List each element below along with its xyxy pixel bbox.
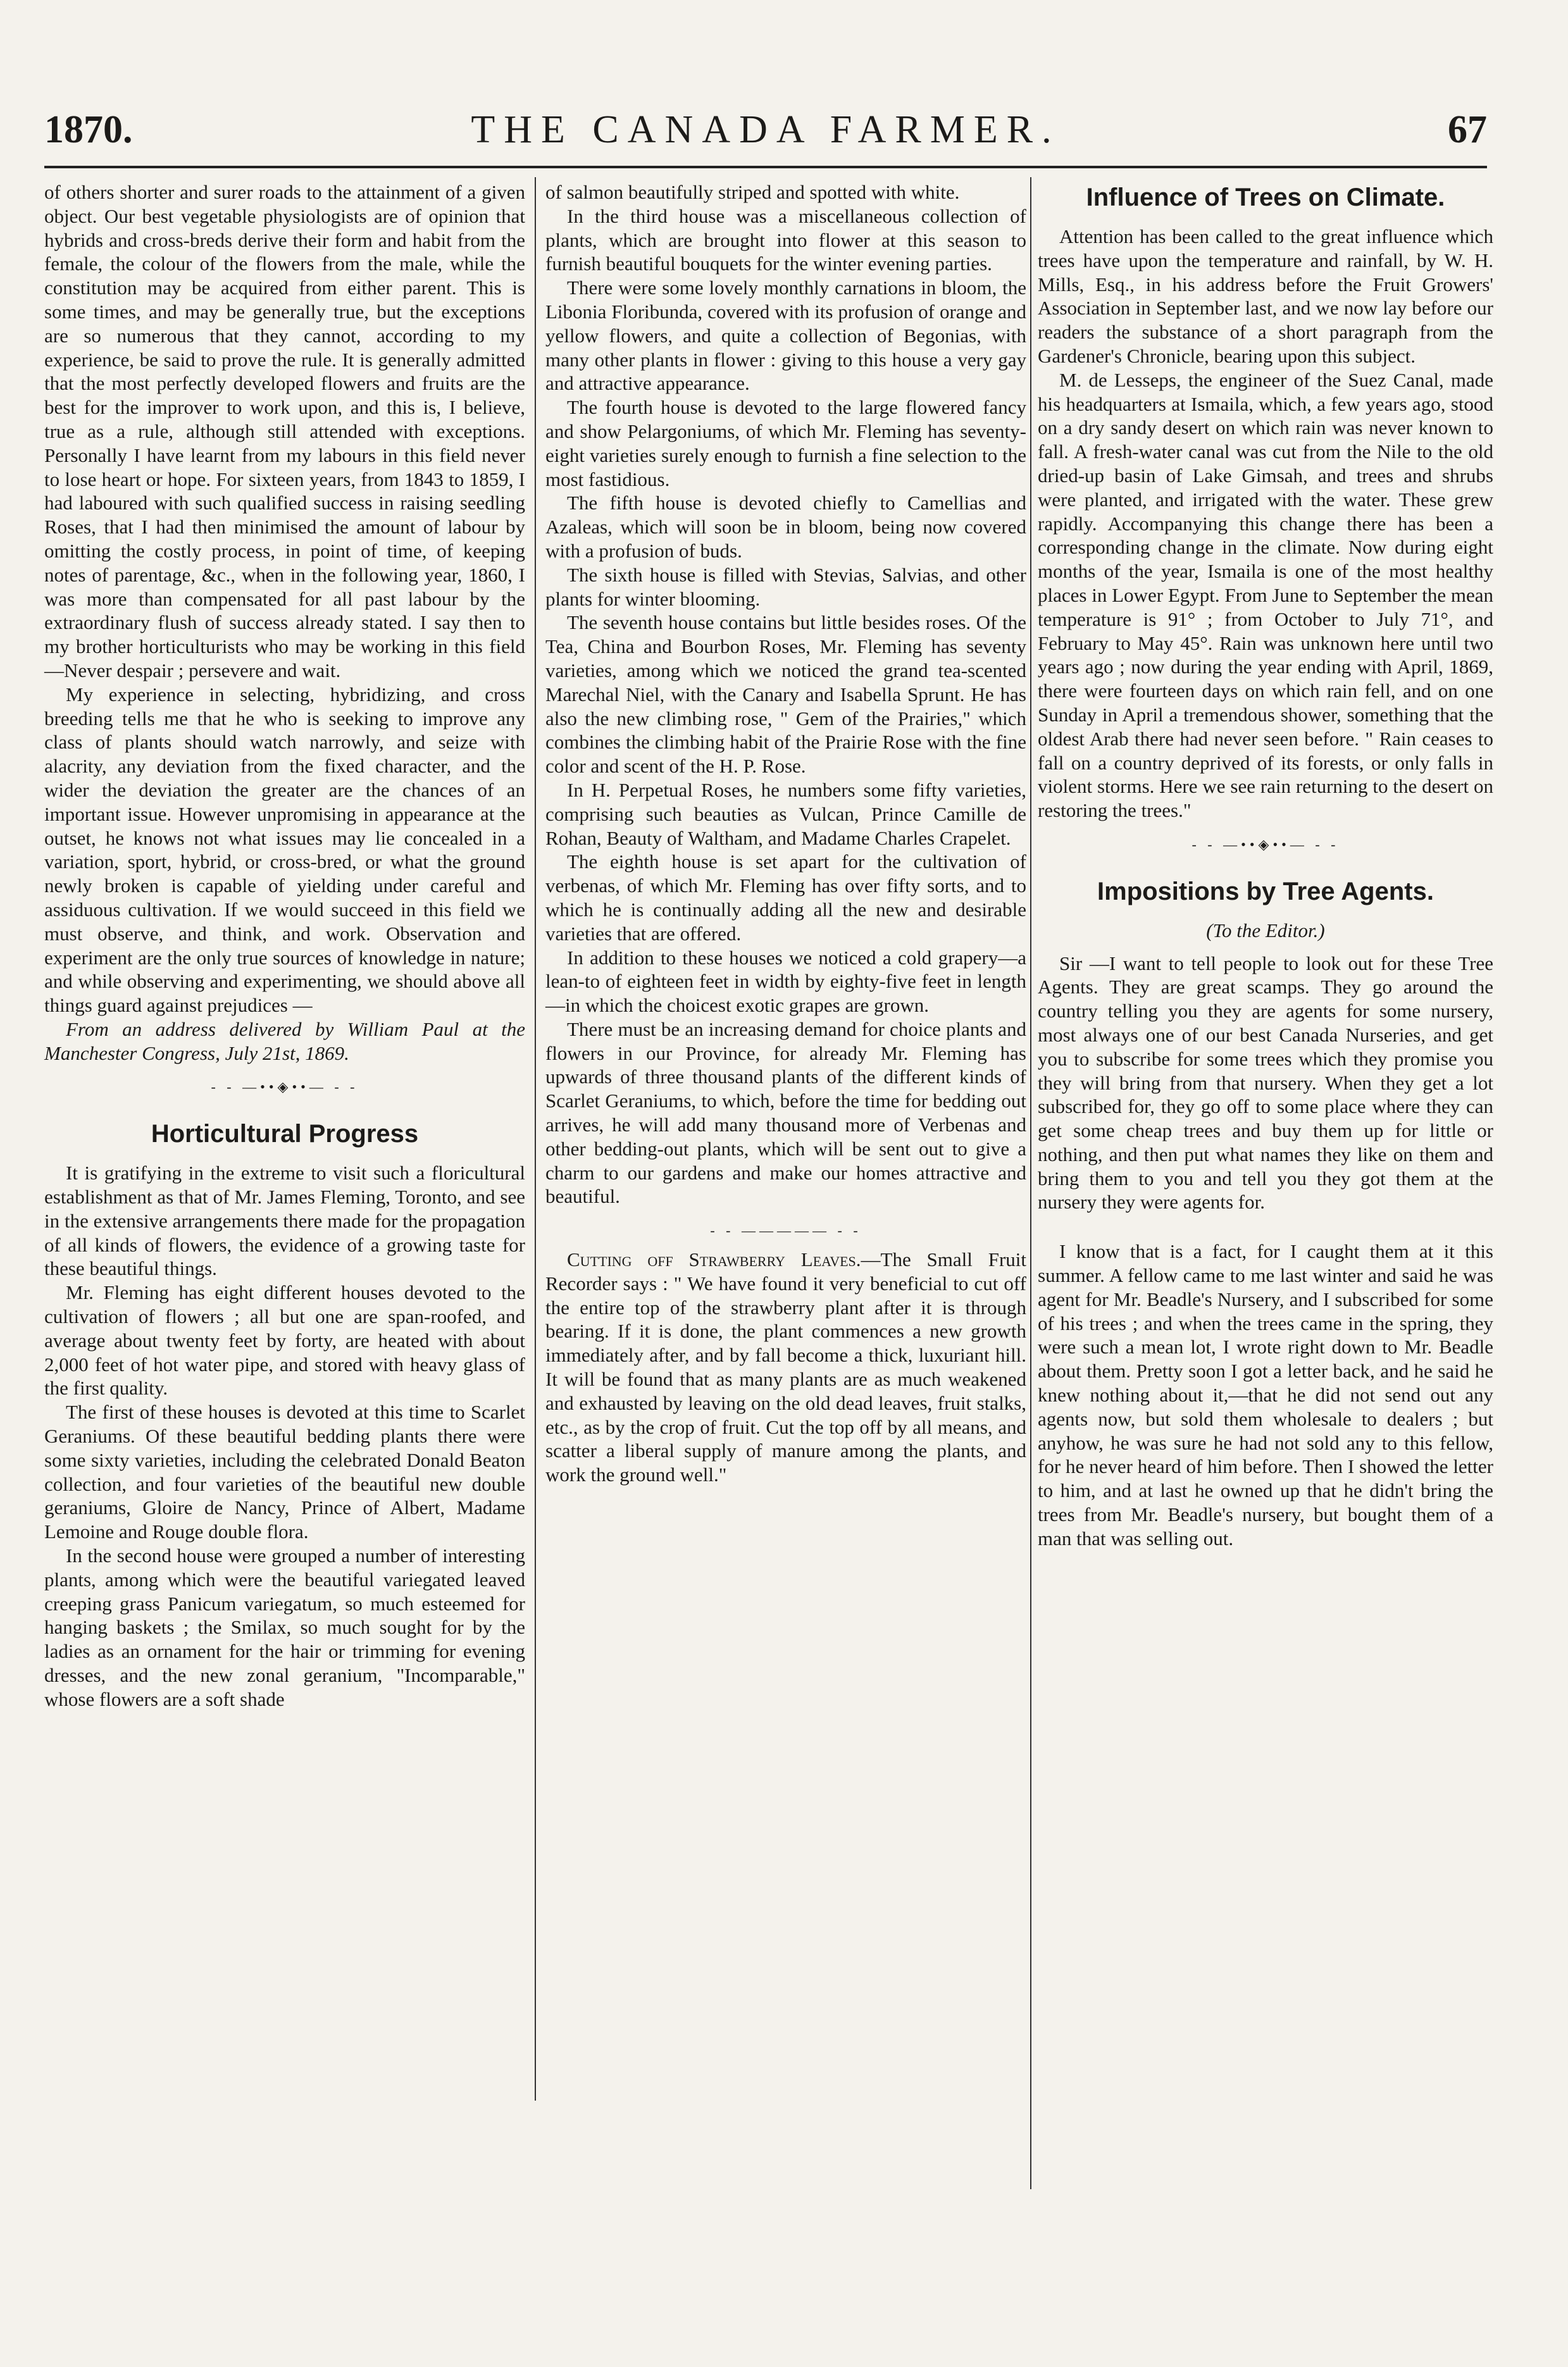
paragraph: It is gratifying in the extreme to visit such a floricultural establishment as that of Mr. James Fleming, Toronto, and see in the extensive arrangements there made for the propagation of all kinds of flowers, the evidence of a growing taste for these beautiful things. [44, 1162, 525, 1280]
paragraph: of others shorter and surer roads to the attainment of a given object. Our best vegetable physiologists are of opinion that hybrids and cross-breds derive their form and habit from the female, the colour of the flowers from the male, while the constitution may be acquired from either parent. This is some times, and may be generally true, but the exceptions are so numerous that they cannot, according to my experience, be said to prove the rule. It is generally admitted that the most perfectly developed flowers and fruits are the best for the improver to work upon, and this is, I believe, true as a rule, although still attended with exceptions. Personally I have learnt from my labours in this field never to lose heart or hope. For sixteen years, from 1843 to 1859, I had laboured with such qualified success in raising seedling Roses, that I had then minimised the amount of labour by omitting the costly process, in point of time, of keeping notes of parentage, &c., when in the following year, 1860, I was more than compensated for all past labour by the extraordinary flush of success already stated. I say then to my brother horticulturists who may be working in this field—Never despair ; persevere and wait. [44, 181, 525, 681]
header-rule [44, 166, 1487, 168]
paragraph: of salmon beautifully striped and spotted with white. [545, 181, 960, 203]
column-divider-1 [535, 177, 536, 2101]
source-credit: From an address delivered by William Paul at the Manchester Congress, July 21st, 1869. [44, 1017, 525, 1064]
to-the-editor: (To the Editor.) [1206, 919, 1325, 941]
paragraph: M. de Lesseps, the engineer of the Suez Canal, made his headquarters at Ismaila, which, a few years ago, stood on a dry sandy desert on which rain was never known to fall. A fresh-water canal was cut from the Nile to the old dried-up basin of Lake Gimsah, and trees and shrubs were planted, and irrigated with the water. These grew rapidly. Accompanying this change there has been a corresponding change in the climate. Now during eight months of the year, Ismaila is one of the most healthy places in Lower Egypt. From June to September the mean temperature is 91° ; from October to July 71°, and February to May 45°. Rain was unknown here until two years ago ; now during the year ending with April, 1869, there were fourteen days on which rain fell, and on one Sunday in April a tremendous shower, something that the oldest Arab there had never seen before. " Rain ceases to fall on a country deprived of its forests, or only falls in violent storms. Here we see rain returning to the desert on restoring the trees." [1038, 368, 1493, 822]
paragraph: The eighth house is set apart for the cultivation of verbenas, of which Mr. Fleming has over fifty sorts, and to which he is continually adding all the new and desirable varieties that are offered. [545, 850, 1026, 945]
section-ornament: - - —••◈••— - - [1192, 836, 1340, 852]
masthead [44, 108, 1487, 158]
column-divider-2 [1030, 177, 1031, 2189]
paragraph: Attention has been called to the great influence which trees have upon the temperature and rainfall, by W. H. Mills, Esq., in his address before the Fruit Growers' Association in September last, and we now lay before our readers the substance of a short paragraph from the Gardener's Chronicle, bearing upon this subject. [1038, 225, 1493, 367]
paragraph: The seventh house contains but little besides roses. Of the Tea, China and Bourbon Roses, Mr. Fleming has seventy varieties, among which we noticed the grand tea-scented Marechal Niel, with the Canary and Isabella Sprunt. He has also the new climbing rose, " Gem of the Prairies," which combines the climbing habit of the Prairie Rose with the fine color and scent of the H. P. Rose. [545, 611, 1026, 778]
paragraph: There were some lovely monthly carnations in bloom, the Libonia Floribunda, covered with its profusion of orange and yellow flowers, and quite a collection of Begonias, with many other plants in flower : giving to this house a very gay and attractive appearance. [545, 276, 1026, 395]
heading-influence-of-trees: Influence of Trees on Climate. [1086, 183, 1445, 211]
newspaper-title: THE CANADA FARMER. [471, 108, 1061, 151]
paragraph: I know that is a fact, for I caught them at it this summer. A fellow came to me last winter and said he was agent for Mr. Beadle's Nursery, and I subscribed for some of his trees ; and when the trees came in the spring, they were such a mean lot, I wrote right down to Mr. Beadle about them. Pretty soon I got a letter back, and he said he knew nothing about it,—that he did not send out any agents now, but sold them wholesale to dealers ; but anyhow, he was sure he had not sold any to this fellow, for he never heard of him before. Then I showed the letter to him, and at last he owned up that he didn't bring the trees from Mr. Beadle's nursery, but bought them of a man that was selling out. [1038, 1240, 1493, 1550]
section-ornament: - - ————— - - [710, 1222, 862, 1239]
paragraph: The fourth house is devoted to the large flowered fancy and show Pelargoniums, of which Mr. Fleming has seventy-eight varieties surely enough to furnish a fine selection to the most fastidious. [545, 396, 1026, 490]
paragraph: In the third house was a miscellaneous collection of plants, which are brought into flower at this season to furnish beautiful bouquets for the winter evening parties. [545, 204, 1026, 275]
page-number: 67 [1448, 108, 1487, 151]
column-2 [545, 180, 1026, 1487]
column-1 [44, 180, 525, 1712]
column-3 [1038, 180, 1493, 1551]
paragraph: There must be an increasing demand for choice plants and flowers in our Province, for already Mr. Fleming has upwards of three thousand plants of the different kinds of Scarlet Geraniums, to which, before the time for bedding out arrives, he will add many thousand more of Verbenas and other bedding-out plants, which will be sent out to give a charm to our gardens and make our homes attractive and beautiful. [545, 1017, 1026, 1208]
issue-year: 1870. [44, 108, 133, 151]
heading-horticultural-progress: Horticultural Progress [151, 1120, 419, 1148]
paragraph-strawberry [545, 1248, 1026, 1487]
paragraph: In H. Perpetual Roses, he numbers some fifty varieties, comprising such beauties as Vulcan, Prince Camille de Rohan, Beauty of Waltham, and Madame Charles Crapelet. [545, 778, 1026, 849]
paragraph: My experience in selecting, hybridizing, and cross breeding tells me that he who is seeking to improve any class of plants should watch narrowly, and seize with alacrity, any deviation from the fixed character, and the wider the deviation the greater are the chances of an important issue. However unpromising in appearance at the outset, he knows not what issues may lie concealed in a variation, sport, hybrid, or cross-bred, or what the ground newly broken is capable of yielding under careful and assiduous cultivation. If we would succeed in this field we must observe, and think, and work. Observation and experiment are the only true sources of knowledge in nature; and while observing and experimenting, we should above all things guard against prejudices — [44, 683, 525, 1017]
paragraph: In the second house were grouped a number of interesting plants, among which were the beautiful variegated leaved creeping grass Panicum variegatum, so much esteemed for hanging baskets ; the Smilax, so much sought for by the ladies as an ornament for the hair or trimming for evening dresses, and the new zonal geranium, "Incomparable," whose flowers are a soft shade [44, 1544, 525, 1710]
section-ornament: - - —••◈••— - - [211, 1079, 359, 1095]
paragraph: The sixth house is filled with Stevias, Salvias, and other plants for winter blooming. [545, 563, 1026, 610]
lead-in: Cutting off Strawberry Leaves. [567, 1248, 861, 1271]
heading-impositions: Impositions by Tree Agents. [1097, 877, 1434, 905]
paragraph: In addition to these houses we noticed a cold grapery—a lean-to of eighteen feet in width by eighty-five feet in length—in which the choicest exotic grapes are grown. [545, 946, 1026, 1017]
paragraph: The fifth house is devoted chiefly to Camellias and Azaleas, which will soon be in bloom, being now covered with a profusion of buds. [545, 492, 1026, 562]
paragraph: Sir —I want to tell people to look out for these Tree Agents. They are great scamps. They go around the country telling you they are agents for some nursery, most always one of our best Canada Nurseries, and get you to subscribe for some trees which they promise you they will bring from that nursery. When they get a lot subscribed for, they go off to some place where they can get some cheap trees and buy them up for little or nothing, and then put what names they like on them and bring them to you and tell you they got them at the nursery they were agents for. [1038, 952, 1493, 1214]
paragraph: The first of these houses is devoted at this time to Scarlet Geraniums. Of these beautiful bedding plants there were some sixty varieties, including the celebrated Donald Beaton collection, and four varieties of the beautiful new double geraniums, Gloire de Nancy, Prince of Albert, Madame Lemoine and Rouge double flora. [44, 1401, 525, 1543]
paragraph: Mr. Fleming has eight different houses devoted to the cultivation of flowers ; all but one are span-roofed, and average about twenty feet by forty, are heated with about 2,000 feet of hot water pipe, and stored with heavy glass of the first quality. [44, 1281, 525, 1400]
paragraph-body: —The Small Fruit Recorder says : " We have found it very beneficial to cut off the entire top of the strawberry plant after it is through bearing. If it is done, the plant commences a new growth immediately after, and by fall become a thick, luxuriant hill. It will be found that as many plants are as much weakened and exhausted by leaving on the old dead leaves, fruit stalks, etc., as by the crop of fruit. Cut the top off by all means, and scatter a liberal supply of manure among the plants, and work the ground well." [545, 1248, 1026, 1486]
